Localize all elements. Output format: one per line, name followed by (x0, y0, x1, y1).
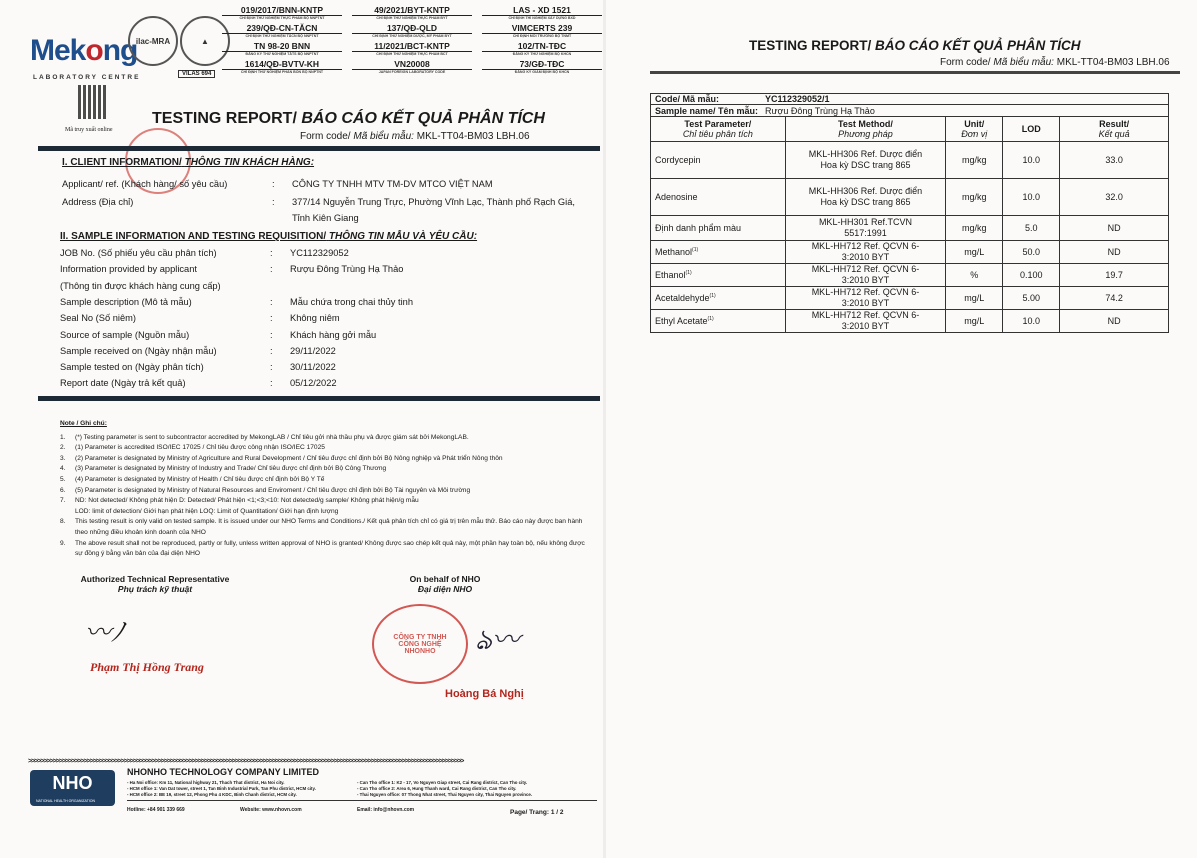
test-method: MKL-HH306 Ref. Dược điển Hoa kỳ DSC trang 865 (785, 142, 946, 179)
sample-value: Không niêm (290, 313, 340, 324)
note-number: 5. (60, 475, 66, 483)
test-method: MKL-HH301 Ref.TCVN 5517:1991 (785, 216, 946, 241)
colon: : (270, 264, 273, 275)
test-parameter (651, 264, 786, 287)
sample-value: YC112329052 (290, 248, 349, 258)
accreditation-code (352, 22, 472, 38)
note-item (60, 486, 590, 497)
page-title: TESTING REPORT/ BÁO CÁO KẾT QUẢ PHÂN TÍCH (749, 38, 1081, 53)
code-description: ĐĂNG KÝ GIÁM ĐỊNH BỘ KHCN (514, 70, 570, 74)
colon: : (270, 362, 273, 373)
sample-value: Mẫu chứa trong chai thủy tinh (290, 296, 414, 307)
result: 33.0 (1060, 142, 1169, 179)
result-row (651, 264, 1169, 287)
unit: % (946, 264, 1003, 287)
note-item (60, 539, 590, 560)
sample-label: JOB No. (Số phiếu yêu cầu phân tích) (60, 248, 217, 258)
section-sample-info: II. SAMPLE INFORMATION AND TESTING REQUISITION/ THÔNG TIN MẪU VÀ YÊU CẦU: (60, 231, 478, 242)
accreditation-code (222, 58, 342, 74)
parameter-note: (1) (692, 247, 699, 253)
mekong-logo: Mekong (30, 34, 138, 67)
note-item (60, 517, 590, 538)
header-en: Unit/ (964, 119, 985, 129)
test-method: MKL-HH712 Ref. QCVN 6-3:2010 BYT (785, 287, 946, 310)
office-address: - Can Tho office 1: K2 - 17, Vo Nguyen Giap street, Cai Rang district, Can Tho city. (357, 780, 528, 785)
note-text: (1) Parameter is accredited ISO/IEC 17025 / Chỉ tiêu được công nhận ISO/IEC 17025 (75, 444, 325, 452)
result: 19.7 (1060, 264, 1169, 287)
code-description: CHỈ ĐỊNH THỬ NGHIỆM PHÂN BÓN BỘ NNPTNT (240, 70, 324, 74)
column-header (1003, 117, 1060, 142)
note-item (60, 454, 590, 465)
parameter-name: Methanol (655, 247, 693, 257)
code-description: JAPAN FOREIGN LABORATORY CODE (378, 70, 446, 74)
colon (270, 281, 290, 291)
colon: : (270, 378, 273, 389)
page-number: Page/ Trang: 1 / 2 (510, 809, 564, 816)
result-row (651, 179, 1169, 216)
client-row: Applicant/ ref. (Khách hàng/ số yêu cầu) : CÔNG TY TNHH MTV TM-DV MTCO VIỆT NAM (62, 179, 493, 189)
sample-value: 30/11/2022 (290, 362, 336, 373)
code-description: CHỈ ĐỊNH THỬ NGHIỆM THỰC PHẨM BỘ NNPTNT (239, 16, 325, 20)
sample-row (60, 346, 610, 356)
nho-logo: NHO (30, 770, 115, 806)
section-client-info: I. CLIENT INFORMATION/ THÔNG TIN KHÁCH HÀNG: (62, 157, 315, 168)
code-number: 019/2017/BNN-KNTP (222, 4, 342, 16)
note-number: 8. (60, 518, 66, 526)
header-vi: Phương pháp (838, 129, 893, 139)
note-number: 7. (60, 497, 66, 505)
header-vi: Chỉ tiêu phân tích (682, 129, 753, 139)
note-text: ND: Not detected/ Không phát hiện D: Detected/ Phát hiện <1;<3;<10: Not detected/g sample/ Không phát hiện/g mẫu (75, 497, 419, 505)
code-description: CHỈ ĐỊNH THỬ NGHIỆM THỰC PHẨM BYT (376, 16, 448, 20)
note-number: 6. (60, 486, 66, 494)
lod: 10.0 (1003, 142, 1060, 179)
parameter-name: Ethyl Acetate (655, 316, 708, 326)
note-number: 2. (60, 444, 66, 452)
column-header (785, 117, 946, 142)
accreditation-code (222, 4, 342, 20)
accreditation-code (482, 40, 602, 56)
qr-label: Mã truy xuất online (65, 127, 113, 133)
code-number: 11/2021/BCT-KNTP (352, 40, 472, 52)
code-number: 1614/QĐ-BVTV-KH (222, 58, 342, 70)
result-row (651, 241, 1169, 264)
sample-label: Information provided by applicant (60, 264, 197, 275)
vilas-badge: VILAS 694 (178, 70, 215, 78)
code-number: LAS - XD 1521 (482, 4, 602, 16)
unit: mg/L (946, 241, 1003, 264)
accreditation-codes (222, 4, 602, 74)
result-row (651, 310, 1169, 333)
divider (650, 71, 1180, 74)
test-method: MKL-HH712 Ref. QCVN 6-3:2010 BYT (785, 264, 946, 287)
sample-row (60, 362, 610, 372)
test-parameter (651, 287, 786, 310)
test-parameter (651, 216, 786, 241)
sample-value: 05/12/2022 (290, 378, 337, 389)
parameter-name: Acetaldehyde (655, 293, 710, 303)
sample-value: Khách hàng gởi mẫu (290, 329, 377, 340)
test-method: MKL-HH712 Ref. QCVN 6-3:2010 BYT (785, 310, 946, 333)
client-row: Address (Địa chỉ) : 377/14 Nguyễn Trung Trực, Phường Vĩnh Lạc, Thành phố Rạch Giá, Tỉnh Kiên Giang (62, 197, 575, 223)
colon: : (270, 329, 273, 340)
unit: mg/L (946, 310, 1003, 333)
unit: mg/kg (946, 142, 1003, 179)
company-stamp: CÔNG TY TNHH CÔNG NGHỆ NHONHO (372, 604, 468, 684)
header-en: Test Method/ (838, 119, 893, 129)
email-link[interactable]: Email: info@nhovn.com (357, 807, 415, 813)
code-description: ĐĂNG KÝ THỬ NGHIỆM BỘ KHCN (512, 52, 572, 56)
office-address: - Thai Nguyen office: 07 Thong Nhat street, Thai Nguyen city, Thai Nguyen province. (357, 792, 533, 797)
divider (38, 396, 600, 401)
note-text: The above result shall not be reproduced, partly or fully, unless written approval of NHO is granted/ Không được sao chép kết quả này, một phần hay toàn bộ, nếu không được sự đồng ý bằng văn bản của đại diện NHO (75, 539, 585, 558)
sample-label: Sample description (Mô tả mẫu) (60, 296, 192, 307)
note-number: 4. (60, 465, 66, 473)
table-header (651, 117, 1169, 142)
code-description: CHỈ ĐỊNH THỬ NGHIỆM DƯỢC, MỸ PHẨM BYT (372, 34, 452, 38)
office-address: - Ha Noi office: Km 11, National highway 21, Thach That district, Ha Noi city. (127, 780, 285, 785)
lod: 0.100 (1003, 264, 1060, 287)
accreditation-code (352, 4, 472, 20)
sig-right-name: Hoàng Bá Nghị (445, 688, 524, 700)
note-text: This testing result is only valid on tested sample. It is issued under our NHO Terms and Conditions./ Kết quả phân tích chỉ có giá trị trên mẫu thử. Báo cáo này được ban hành theo những điều khoản kinh doanh của NHO (75, 518, 583, 536)
code-number: 239/QĐ-CN-TĂCN (222, 22, 342, 34)
sample-label: Seal No (Số niêm) (60, 313, 136, 324)
result-row (651, 287, 1169, 310)
accreditation-code (352, 58, 472, 74)
vilas-seal-icon: ▲ (180, 16, 230, 66)
note-text: (4) Parameter is designated by Ministry of Health / Chỉ tiêu được chỉ định bởi Bộ Y Tế (75, 475, 325, 483)
unit: mg/kg (946, 216, 1003, 241)
parameter-note: (1) (709, 293, 716, 299)
accreditation-code (352, 40, 472, 56)
code-description: CHỈ ĐỊNH THÍ NGHIỆM XÂY DỰNG BXD (508, 16, 576, 20)
column-header (946, 117, 1003, 142)
sample-value: Rượu Đông Trùng Hạ Thảo (290, 264, 404, 275)
sample-label: Report date (Ngày trả kết quả) (60, 378, 186, 389)
code-number: 102/TN-TĐC (482, 40, 602, 52)
offices-right (357, 780, 597, 798)
code-number: TN 98-20 BNN (222, 40, 342, 52)
note-number: 3. (60, 454, 66, 462)
test-parameter (651, 142, 786, 179)
notes-title: Note / Ghi chú: (60, 420, 107, 427)
accreditation-code (482, 58, 602, 74)
lod: 10.0 (1003, 179, 1060, 216)
sample-value: 29/11/2022 (290, 345, 336, 356)
colon: : (270, 248, 273, 258)
note-item (60, 507, 590, 518)
code-description: ĐĂNG KÝ THỬ NGHIỆM TĂTS BỘ NNPTNT (245, 52, 319, 56)
website-link[interactable]: Website: www.nhovn.com (240, 807, 302, 813)
header-vi: Kết quả (1098, 129, 1130, 139)
sample-row (60, 378, 610, 388)
parameter-name: Cordycepin (655, 155, 701, 165)
note-text: LOD: limit of detection/ Giới hạn phát hiện LOQ: Limit of Quantitation/ Giới hạn định lượng (75, 507, 339, 515)
unit: mg/kg (946, 179, 1003, 216)
office-address: - HCM office 2: BE 19, street 12, Phong Phu 4 KDC, Binh Chanh district, HCM city. (127, 792, 297, 797)
code-number: 137/QĐ-QLD (352, 22, 472, 34)
sample-label: (Thông tin được khách hàng cung cấp) (60, 280, 221, 291)
note-item (60, 496, 590, 507)
code-description: CHỈ ĐỊNH THỬ NGHIỆM THỰC PHẨM BCT (376, 52, 448, 56)
test-parameter (651, 310, 786, 333)
signature-left: 〰ﾉ (85, 618, 125, 647)
code-number: 49/2021/BYT-KNTP (352, 4, 472, 16)
test-parameter (651, 241, 786, 264)
sig-left-name: Phạm Thị Hồng Trang (90, 660, 204, 674)
sample-row (60, 297, 610, 307)
note-item (60, 443, 590, 454)
sample-row (60, 264, 610, 274)
lod: 10.0 (1003, 310, 1060, 333)
notes (60, 419, 590, 560)
sample-name-row: Sample name/ Tên mẫu: Rượu Đông Trùng Hạ Thảo (651, 105, 1169, 117)
colon: : (270, 296, 273, 307)
note-number: 9. (60, 539, 66, 547)
code-number: VN20008 (352, 58, 472, 70)
result-row (651, 142, 1169, 179)
colon: : (270, 345, 273, 356)
page-title: TESTING REPORT/ BÁO CÁO KẾT QUẢ PHÂN TÍCH (152, 110, 545, 127)
accreditation-code (482, 4, 602, 20)
header-en: Result/ (1099, 119, 1130, 129)
note-number (60, 507, 75, 518)
parameter-note: (1) (685, 270, 692, 276)
sample-row (60, 281, 610, 291)
result: 32.0 (1060, 179, 1169, 216)
note-text: (2) Parameter is designated by Ministry of Agriculture and Rural Development / Chỉ tiêu được chỉ định bởi Bộ Nông nghiệp và Phát triển Nông thôn (75, 454, 503, 462)
form-code: Form code/ Mã biểu mẫu: MKL-TT04-BM03 LBH.06 (940, 57, 1170, 68)
code-number: 73/GĐ-TĐC (482, 58, 602, 70)
result-row (651, 216, 1169, 241)
sample-row (60, 248, 610, 258)
qr-code-icon[interactable] (78, 85, 106, 119)
sample-label: Sample tested on (Ngày phân tích) (60, 362, 204, 373)
test-method: MKL-HH306 Ref. Dược điển Hoa kỳ DSC trang 865 (785, 179, 946, 216)
hotline: Hotline: +84 901 339 669 (127, 807, 185, 813)
result: ND (1060, 216, 1169, 241)
note-item (60, 433, 590, 444)
office-address: - HCM office 1: Van Dat tower, street 1, Tan Binh Industrial Park, Tan Phu district, HCM city. (127, 786, 316, 791)
lod: 50.0 (1003, 241, 1060, 264)
sig-left-title: Authorized Technical Representative Phụ trách kỹ thuật (80, 574, 230, 594)
test-parameter (651, 179, 786, 216)
note-item (60, 475, 590, 486)
signature-right: ঌ〰 (475, 624, 520, 655)
office-address: - Can Tho office 2: Area 6, Hung Thanh ward, Cai Rang district, Can Tho city. (357, 786, 517, 791)
results-table (650, 93, 1169, 333)
accreditation-code (482, 22, 602, 38)
note-text: (3) Parameter is designated by Ministry of Industry and Trade/ Chỉ tiêu được chỉ định bởi Bộ Công Thương (75, 465, 387, 473)
nho-logo-subtitle: NATIONAL HEALTH ORGANIZATION (36, 799, 95, 803)
divider (38, 146, 600, 151)
note-text: (*) Testing parameter is sent to subcontractor accredited by MekongLAB / Chỉ tiêu gởi nhà thầu phụ và được giám sát bởi MekongLAB. (75, 433, 469, 441)
accreditation-code (222, 22, 342, 38)
logo-subtitle: LABORATORY CENTRE (33, 74, 141, 81)
sample-row (60, 313, 610, 323)
parameter-name: Định danh phẩm màu (655, 223, 742, 233)
result: 74.2 (1060, 287, 1169, 310)
note-text: (5) Parameter is designated by Ministry of Natural Resources and Enviroment / Chỉ tiêu được chỉ định bởi Bộ Tài nguyên và Môi trường (75, 486, 471, 494)
form-code: Form code/ Mã biểu mẫu: MKL-TT04-BM03 LBH.06 (300, 131, 530, 142)
divider (127, 800, 597, 801)
header-en: Test Parameter/ (684, 119, 752, 129)
sig-right-title: On behalf of NHO Đại diện NHO (409, 574, 481, 594)
note-item (60, 464, 590, 475)
sample-label: Source of sample (Nguồn mẫu) (60, 329, 190, 340)
result: ND (1060, 310, 1169, 333)
footer-company: NHONHO TECHNOLOGY COMPANY LIMITED (127, 767, 320, 777)
test-method: MKL-HH712 Ref. QCVN 6-3:2010 BYT (785, 241, 946, 264)
footer-arrows: >>>>>>>>>>>>>>>>>>>>>>>>>>>>>>>>>>>>>>>>>>>>>>>>>>>>>>>>>>>>>>>>>>>>>>>>>>>>>>>>>>>>>>>>>>>>>>>>>>>>>>>>>>>>>>>>>>>>>>>>>>>>>>>>>>>>>>>>>>>>> (28, 758, 464, 765)
code-description: CHỈ ĐỊNH MÔI TRƯỜNG BỘ TNMT (512, 34, 572, 38)
header-en: LOD (1021, 124, 1041, 134)
lod: 5.0 (1003, 216, 1060, 241)
report-page-2 (606, 0, 1197, 858)
parameter-name: Ethanol (655, 270, 686, 280)
column-header (651, 117, 786, 142)
sample-row (60, 330, 610, 340)
accreditation-code (222, 40, 342, 56)
parameter-note: (1) (707, 316, 714, 322)
sample-value (290, 281, 610, 291)
result: ND (1060, 241, 1169, 264)
colon: : (270, 313, 273, 324)
lod: 5.00 (1003, 287, 1060, 310)
column-header (1060, 117, 1169, 142)
offices-left (127, 780, 357, 798)
code-row: Code/ Mã mẫu: YC112329052/1 (651, 94, 1169, 105)
parameter-name: Adenosine (655, 192, 698, 202)
ilac-mra-seal: ilac-MRA (128, 16, 178, 66)
code-number: VIMCERTS 239 (482, 22, 602, 34)
note-number: 1. (60, 433, 66, 441)
header-vi: Đơn vị (961, 129, 988, 139)
sample-label: Sample received on (Ngày nhận mẫu) (60, 345, 217, 356)
code-description: CHỈ ĐỊNH THỬ NGHIỆM TĂCN BỘ NNPTNT (245, 34, 319, 38)
unit: mg/L (946, 287, 1003, 310)
